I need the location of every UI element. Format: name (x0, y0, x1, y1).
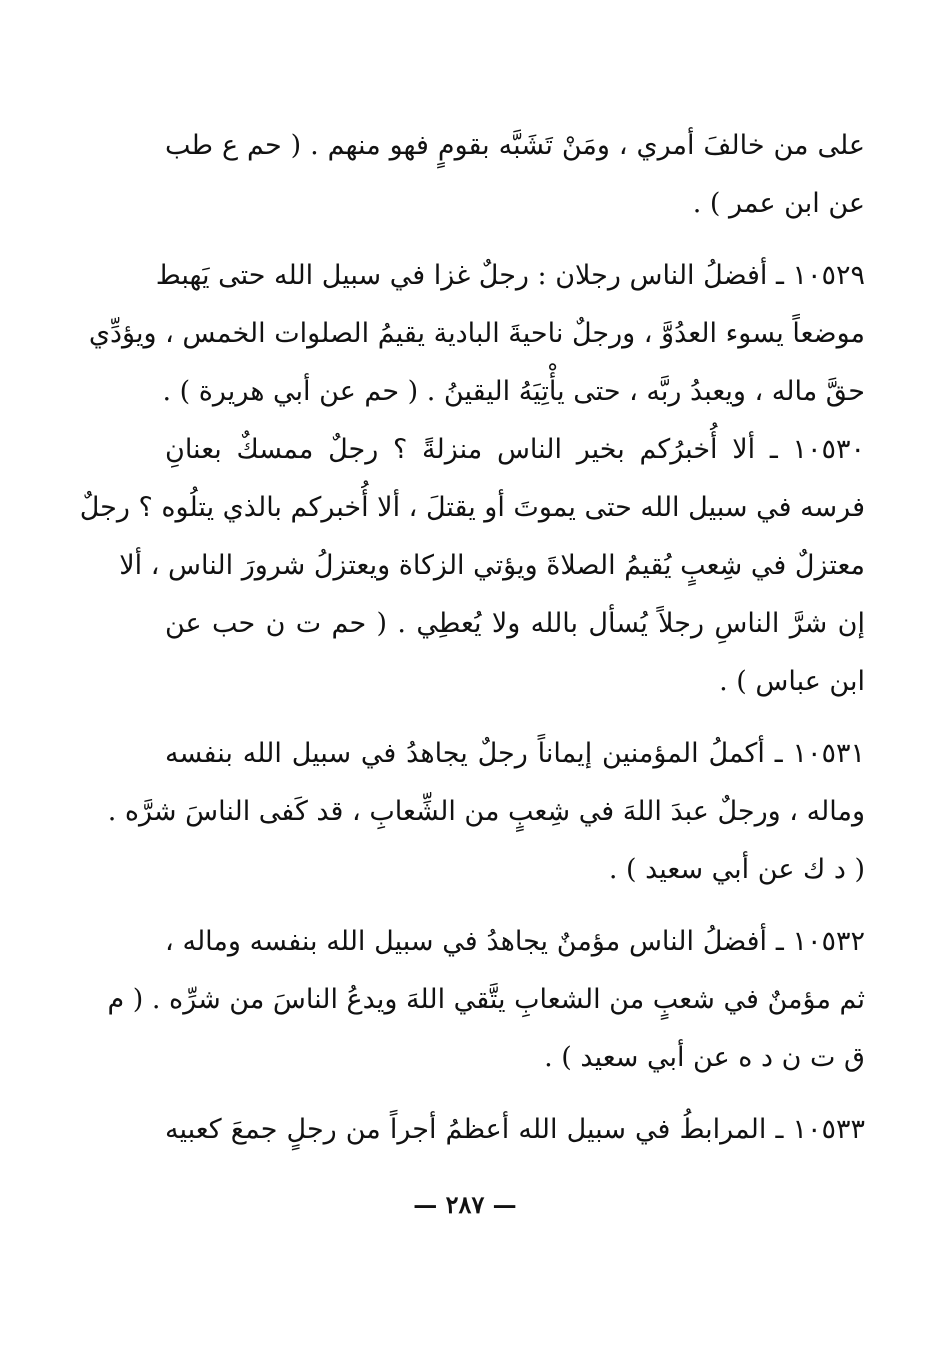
text-line-15: ثم مؤمنٌ في شعبٍ من الشعابِ يتَّقي اللهَ ويدعُ الناسَ من شرِّه . ( م (107, 984, 865, 1015)
text-line-17: ١٠٥٣٣ ـ المرابطُ في سبيل الله أعظمُ أجراً من رجلٍ جمعَ كعبيه (165, 1114, 865, 1145)
page-number: — ٢٨٧ — (413, 1190, 517, 1219)
page-body (79, 120, 865, 1162)
text-line-10: ابن عباس ) . (719, 666, 865, 697)
text-line-9: إن شرَّ الناسِ رجلاً يُسأل بالله ولا يُعطِي . ( حم ت ن حب عن (165, 608, 865, 639)
text-line-11: ١٠٥٣١ ـ أكملُ المؤمنين إيماناً رجلٌ يجاهدُ في سبيل الله بنفسه (165, 738, 865, 769)
text-line-2: عن ابن عمر ) . (692, 188, 865, 219)
text-line-8: معتزلٌ في شِعبٍ يُقيمُ الصلاةَ ويؤتي الزكاة ويعتزلُ شرورَ الناس ، ألا (119, 550, 865, 581)
text-line-12: وماله ، ورجلٌ عبدَ اللهَ في شِعبٍ من الشِّعابِ ، قد كَفى الناسَ شرَّه . (107, 796, 865, 827)
text-line-13: ( د ك عن أبي سعيد ) . (608, 854, 865, 885)
text-line-3: ١٠٥٢٩ ـ أفضلُ الناس رجلان : رجلٌ غزا في سبيل الله حتى يَهبط (155, 260, 865, 291)
text-line-14: ١٠٥٣٢ ـ أفضلُ الناس مؤمنٌ يجاهدُ في سبيل الله بنفسه وماله ، (165, 926, 865, 957)
text-line-6: ١٠٥٣٠ ـ ألا أُخبرُكم بخير الناس منزلةً ؟ رجلٌ ممسكٌ بعنانِ (165, 434, 865, 465)
text-line-7: فرسه في سبيل الله حتى يموتَ أو يقتلَ ، ألا أُخبركم بالذي يتلُوه ؟ رجلٌ (79, 492, 865, 523)
text-line-5: حقَّ ماله ، ويعبدُ ربَّه ، حتى يأْتِيَهُ اليقينُ . ( حم عن أبي هريرة ) . (162, 376, 865, 407)
text-line-16: ق ت ن د ه عن أبي سعيد ) . (544, 1042, 865, 1073)
text-line-1: على من خالفَ أمري ، ومَنْ تَشَبَّه بقومٍ فهو منهم . ( حم ع طب (165, 130, 865, 161)
text-line-4: موضعاً يسوء العدُوَّ ، ورجلٌ ناحيةَ البادية يقيمُ الصلوات الخمس ، ويؤدِّي (88, 318, 865, 349)
